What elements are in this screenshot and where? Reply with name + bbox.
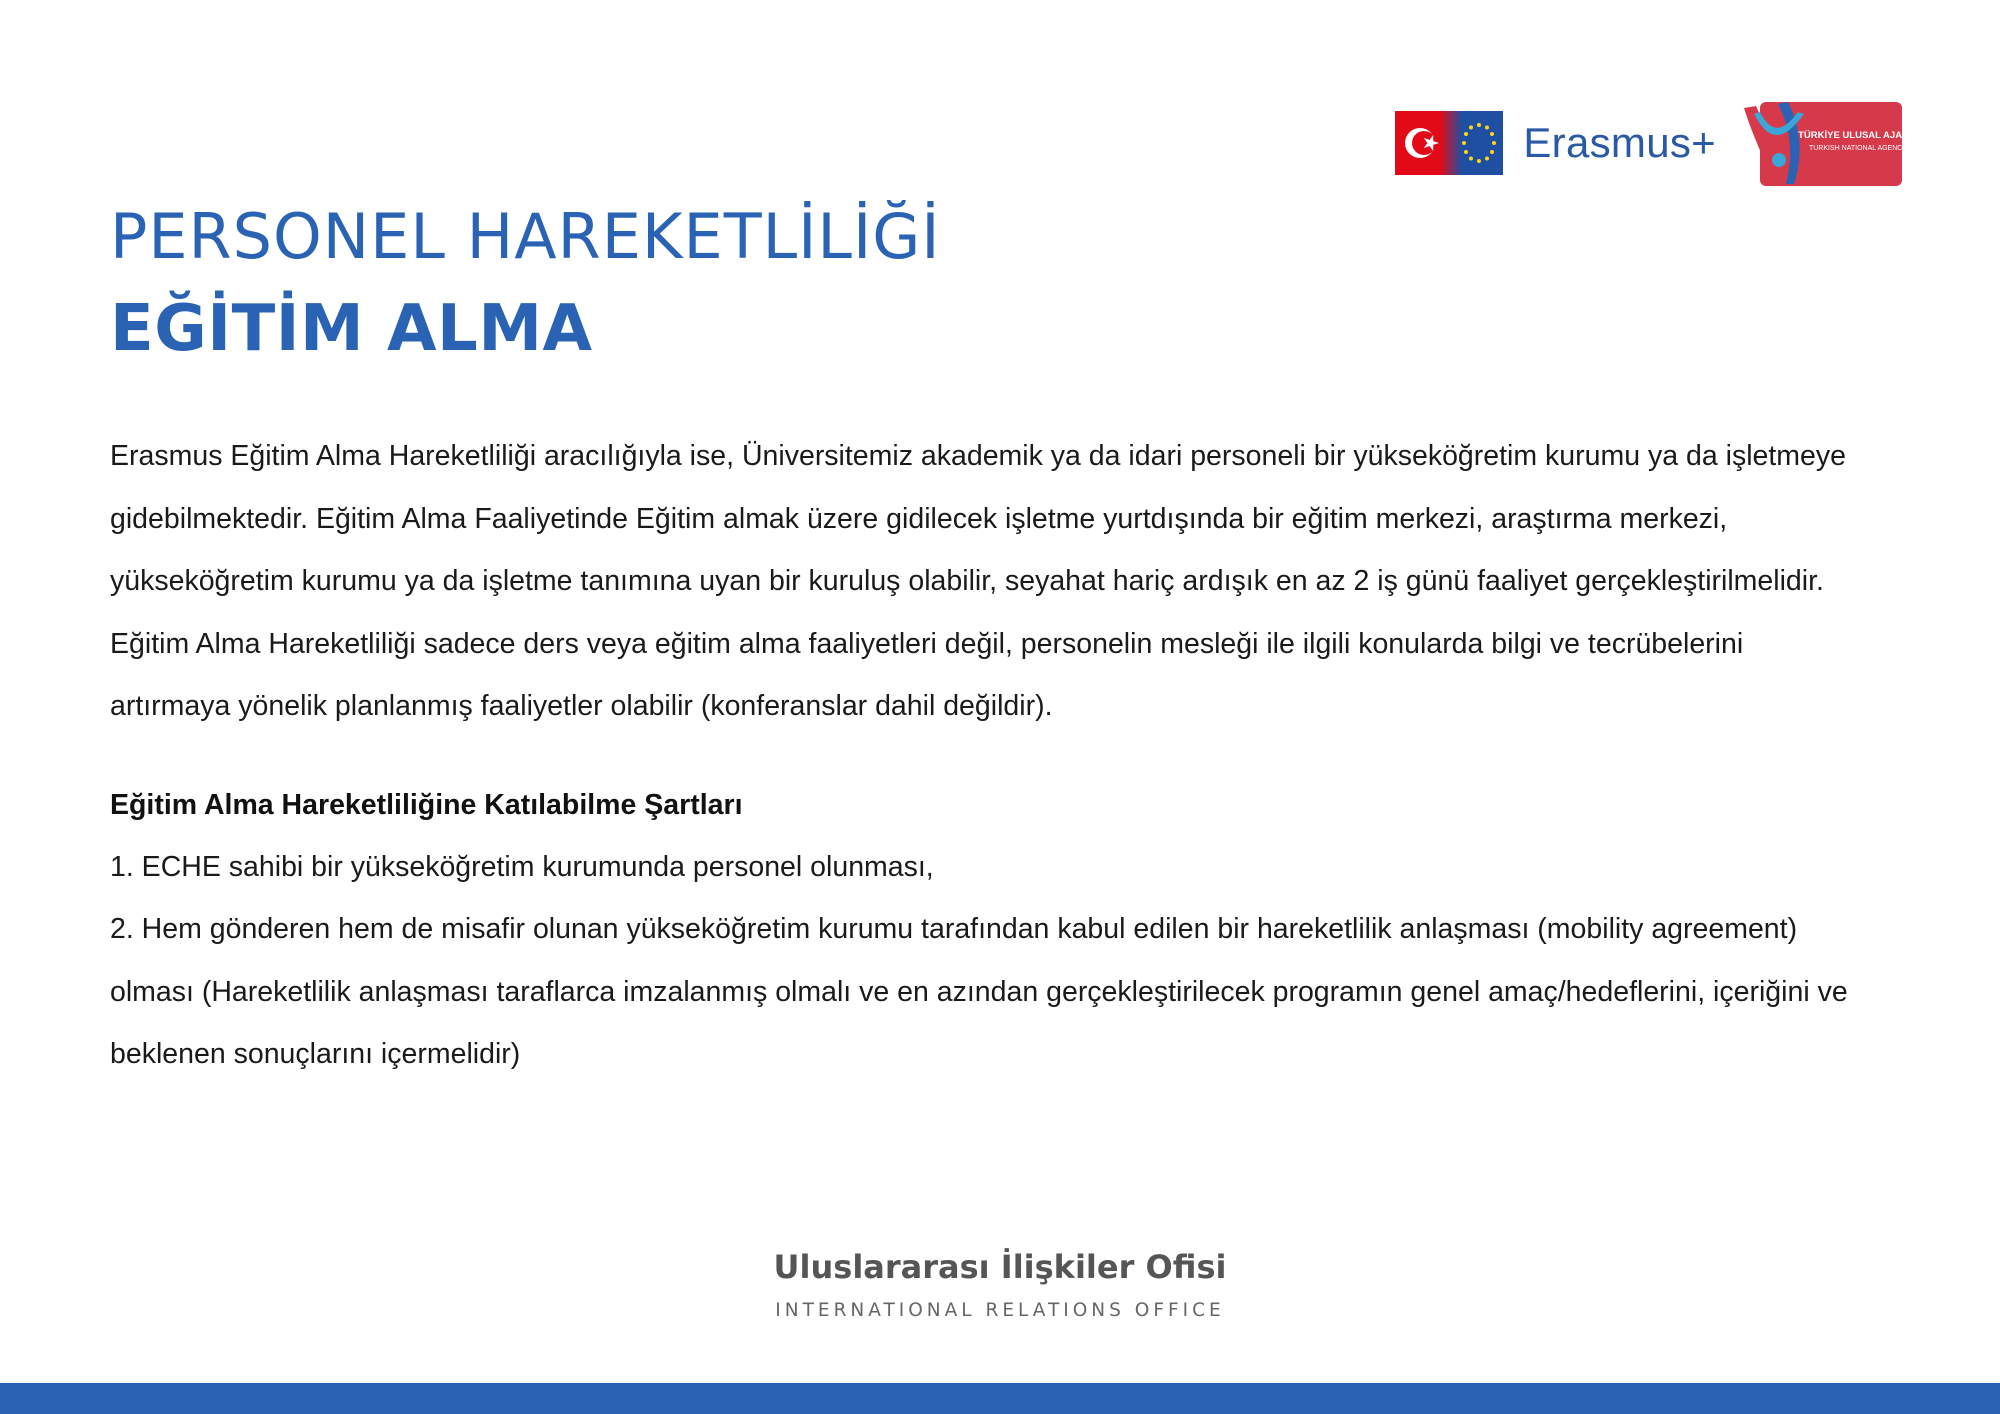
page-title-line1: PERSONEL HAREKETLİLİĞİ (110, 200, 941, 273)
list-item: 1. ECHE sahibi bir yükseköğretim kurumunda personel olunması, (110, 850, 934, 883)
footer-office-subtitle: INTERNATIONAL RELATIONS OFFICE (775, 1300, 1225, 1321)
tr-eu-flag-icon (1395, 111, 1503, 175)
erasmus-plus-logo: Erasmus+ (1523, 119, 1716, 166)
requirements-list (110, 836, 1870, 1086)
svg-text:TURKISH NATIONAL AGENCY: TURKISH NATIONAL AGENCY (1808, 145, 1908, 152)
svg-text:TÜRKİYE ULUSAL AJANSI: TÜRKİYE ULUSAL AJANSI (1798, 130, 1918, 141)
turkish-national-agency-logo (1742, 100, 1918, 186)
requirements-title: Eğitim Alma Hareketliliğine Katılabilme Şartları (110, 788, 743, 821)
page-title-line2: EĞİTİM ALMA (110, 292, 593, 366)
intro-paragraph: Erasmus Eğitim Alma Hareketliliği aracılığıyla ise, Üniversitemiz akademik ya da idari personeli bir yükseköğretim kurumu ya da işletmeye gidebilmektedir. Eğitim Alma Faaliyetinde Eğitim almak üzere gidilecek işletme yurtdışında bir eğitim merkezi, araştırma merkezi, yükseköğretim kurumu ya da işletme tanımına uyan bir kuruluş olabilir, seyahat hariç ardışık en az 2 iş günü faaliyet gerçekleştirilmelidir. Eğitim Alma Hareketliliği sadece ders veya eğitim alma faaliyetleri değil, personelin mesleği ile ilgili konularda bilgi ve tecrübelerini artırmaya yönelik planlanmış faaliyetler olabilir (konferanslar dahil değildir). (110, 440, 1846, 722)
bottom-accent-bar (0, 1383, 2000, 1414)
header-logos (1395, 100, 1918, 186)
main-content (110, 425, 1870, 1086)
list-item: 2. Hem gönderen hem de misafir olunan yükseköğretim kurumu tarafından kabul edilen bir hareketlilik anlaşması (mobility agreement) olması (Hareketlilik anlaşması taraflarca imzalanmış olmalı ve en azından gerçekleştirilecek programın genel amaç/hedeflerini, içeriğini ve beklenen sonuçlarını içermelidir) (110, 913, 1848, 1070)
footer-office-name: Uluslararası İlişkiler Ofisi (773, 1248, 1227, 1286)
